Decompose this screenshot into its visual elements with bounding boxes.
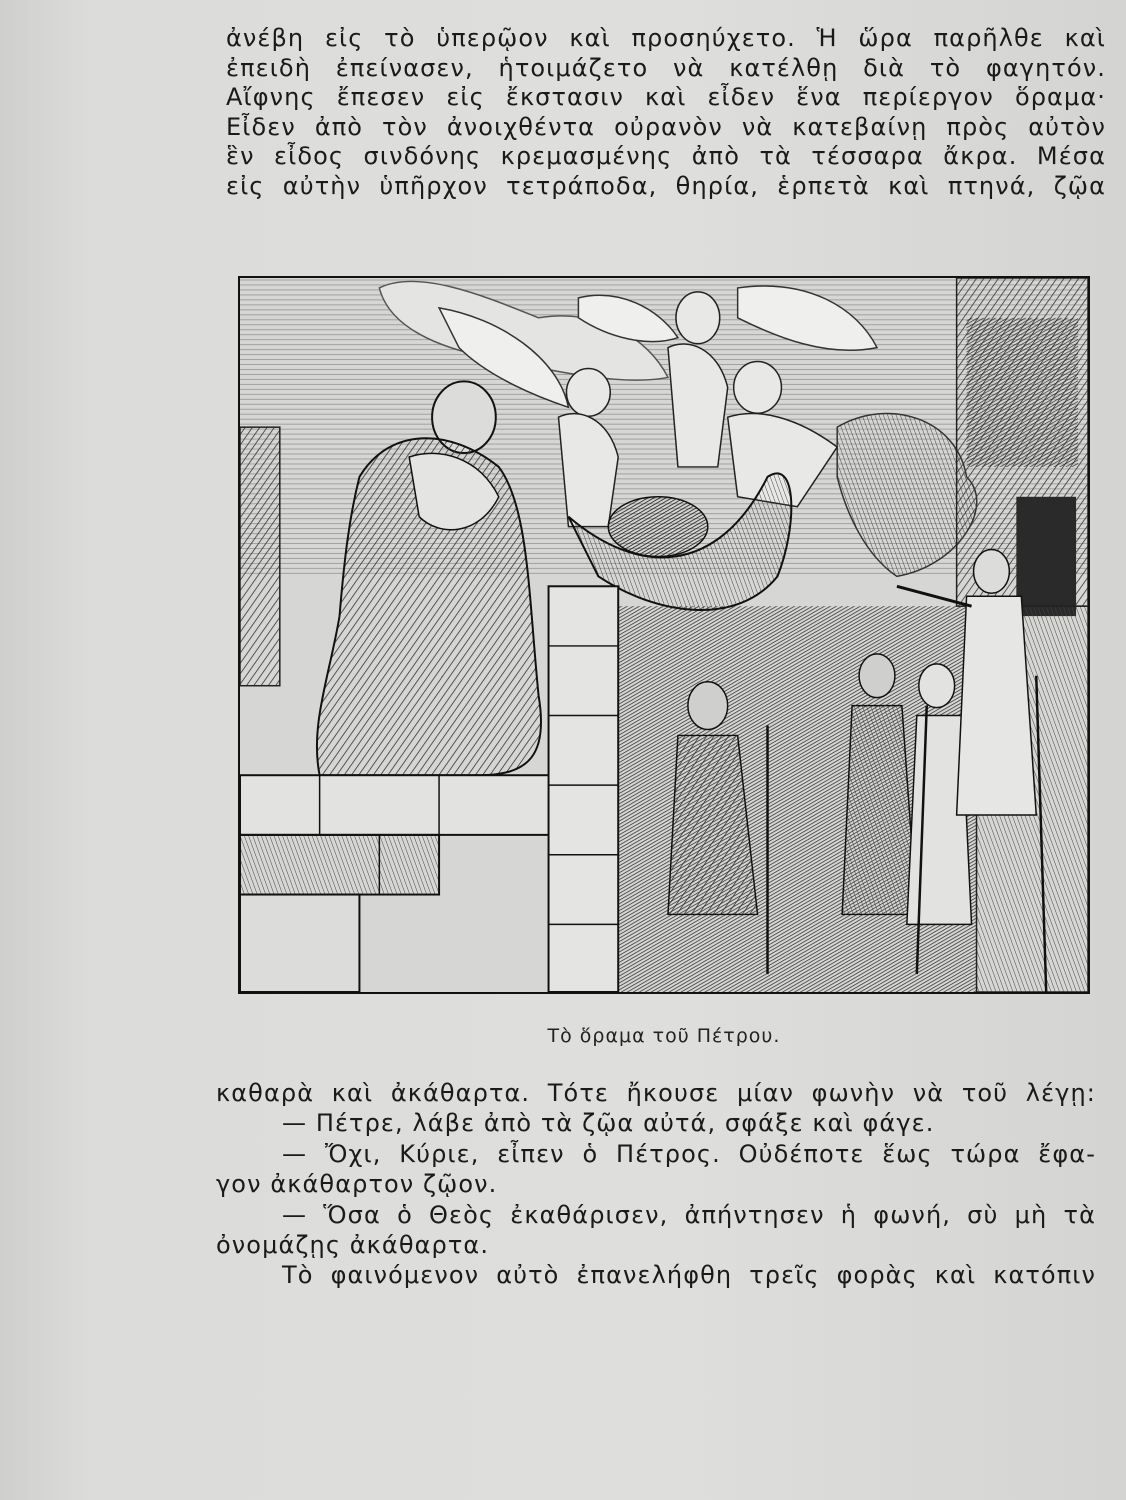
text-line: ἓν εἶδος σινδόνης κρεμασμένης ἀπὸ τὰ τέσσαρα ἄκρα. Μέσα	[226, 142, 1106, 171]
text-line: Αἴφνης ἔπεσεν εἰς ἔκστασιν καὶ εἶδεν ἕνα περίεργον ὅραμα·	[226, 83, 1106, 112]
building-left	[240, 427, 280, 686]
text-line: ὀνομάζῃς ἀκάθαρτα.	[216, 1231, 490, 1260]
text-line: καθαρὰ καὶ ἀκάθαρτα. Τότε ἤκουσε μίαν φωνὴν νὰ τοῦ λέγῃ:	[216, 1079, 1096, 1107]
dialogue-line: — Πέτρε, λάβε ἀπὸ τὰ ζῷα αὐτά, σφάξε καὶ φάγε.	[282, 1109, 935, 1138]
engraving-svg	[240, 278, 1088, 992]
stone-wall	[549, 586, 977, 992]
paragraph-top	[226, 24, 1106, 202]
text-line: ἐπειδὴ ἐπείνασεν, ἡτοιμάζετο νὰ κατέλθῃ διὰ τὸ φαγητόν.	[226, 53, 1106, 82]
figure-caption: Τὸ ὅραμα τοῦ Πέτρου.	[547, 1025, 781, 1047]
paragraph-bottom	[216, 1078, 1096, 1291]
text-line: Τὸ φαινόμενον αὐτὸ ἐπανελήφθη τρεῖς φορὰς καὶ κατόπιν	[282, 1261, 1096, 1290]
dialogue-line: — Ὄχι, Κύριε, εἶπεν ὁ Πέτρος. Οὐδέποτε ἕως τώρα ἔφα-	[282, 1139, 1096, 1168]
text-line: ἀνέβη εἰς τὸ ὑπερῷον καὶ προσηύχετο. Ἡ ὥρα παρῆλθε καὶ	[226, 24, 1106, 52]
engraving-illustration	[238, 276, 1090, 994]
text-line: Εἶδεν ἀπὸ τὸν ἀνοιχθέντα οὐρανὸν νὰ κατεβαίνῃ πρὸς αὐτὸν	[226, 112, 1106, 141]
dialogue-line: — Ὅσα ὁ Θεὸς ἐκαθάρισεν, ἀπήντησεν ἡ φωνή, σὺ μὴ τὰ	[282, 1200, 1096, 1229]
text-line: εἰς αὐτὴν ὑπῆρχον τετράποδα, θηρία, ἑρπετὰ καὶ πτηνά, ζῷα	[226, 171, 1106, 200]
text-line: γον ἀκάθαρτον ζῷον.	[216, 1170, 498, 1199]
